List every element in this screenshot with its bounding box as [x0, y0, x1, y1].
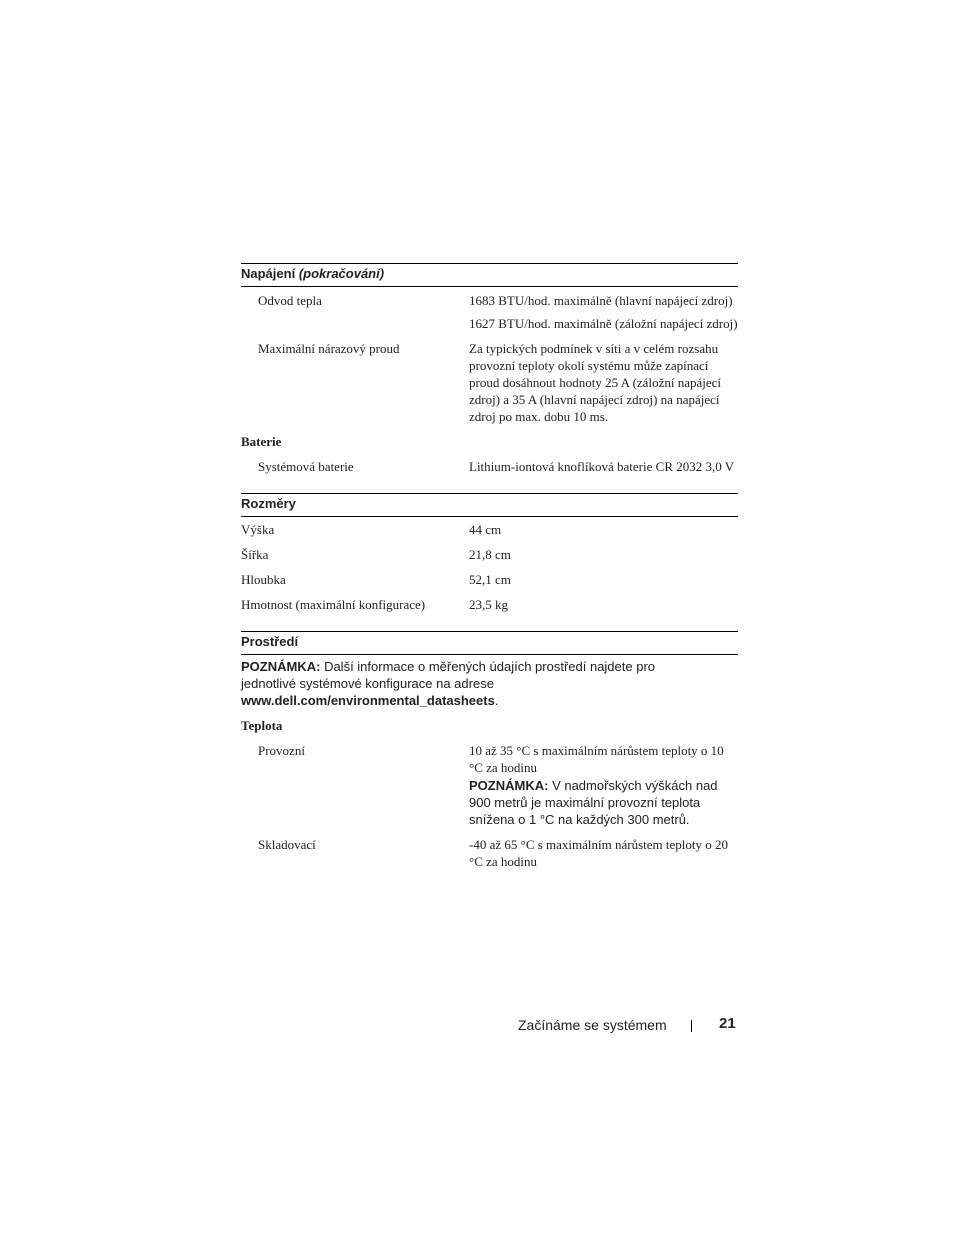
section-heading-power — [241, 263, 738, 287]
inrush-value: Za typických podmínek v síti a v celém rozsahu provozní teploty okolí systému může zapínací proud dosáhnout hodnoty 25 A (záložní napájecí zdroj) a 35 A (hlavní napájecí zdroj) na napájecí zdroj po max. dobu 10 ms. — [469, 341, 722, 424]
battery-label: Systémová baterie — [258, 459, 354, 474]
operating-note — [469, 777, 738, 828]
dimension-label: Šířka — [241, 547, 269, 562]
dimension-row — [241, 521, 738, 538]
section-heading-dimensions: Rozměry — [241, 493, 738, 517]
note-text: Další informace o měřených údajích prostředí najdete pro jednotlivé systémové konfigurace na adrese — [241, 659, 656, 691]
battery-value: Lithium-iontová knoflíková baterie CR 2032 3,0 V — [469, 459, 735, 474]
dimension-value: 44 cm — [469, 522, 502, 537]
dimension-label: Hmotnost (maximální konfigurace) — [241, 597, 426, 612]
power-heading-main: Napájení — [241, 266, 296, 281]
dimension-row — [241, 571, 738, 588]
heat-label: Odvod tepla — [258, 293, 322, 308]
row-inrush-current — [241, 340, 738, 425]
dimension-value: 23,5 kg — [469, 597, 508, 612]
row-storage-temperature — [241, 836, 738, 870]
row-operating-temperature — [241, 742, 738, 828]
dimension-label: Hloubka — [241, 572, 286, 587]
storage-value: -40 až 65 °C s maximálním nárůstem teploty o 20 °C za hodinu — [469, 837, 729, 869]
inrush-label: Maximální nárazový proud — [258, 341, 400, 356]
footer-title: Začínáme se systémem — [518, 1017, 667, 1033]
section-heading-environment: Prostředí — [241, 631, 738, 655]
dimension-value: 52,1 cm — [469, 572, 511, 587]
battery-heading: Baterie — [241, 434, 282, 449]
dimension-row — [241, 546, 738, 563]
note-url: www.dell.com/environmental_datasheets — [241, 693, 495, 708]
temperature-heading: Teplota — [241, 718, 283, 733]
heat-value-main: 1683 BTU/hod. maximálně (hlavní napájecí zdroj) — [469, 293, 733, 308]
heat-value-backup: 1627 BTU/hod. maximálně (záložní napájecí zdroj) — [469, 316, 738, 331]
page-number: 21 — [719, 1015, 736, 1032]
storage-label: Skladovací — [258, 837, 316, 852]
power-heading-continued: (pokračování) — [298, 266, 385, 281]
row-heat-dissipation — [241, 292, 738, 309]
dimension-value: 21,8 cm — [469, 547, 511, 562]
operating-label: Provozní — [258, 743, 305, 758]
note-label: POZNÁMKA: — [241, 659, 321, 674]
dimensions-rows — [241, 521, 738, 613]
row-heat-dissipation-backup — [241, 315, 738, 332]
dimension-label: Výška — [241, 522, 275, 537]
environment-note — [241, 658, 681, 709]
operating-note-text: V nadmořských výškách nad 900 metrů je maximální provozní teplota snížena o 1 °C na každých 300 metrů. — [469, 778, 718, 827]
operating-value: 10 až 35 °C s maximálním nárůstem teploty o 10 °C za hodinu — [469, 743, 724, 775]
spec-table — [241, 263, 738, 870]
row-system-battery — [241, 458, 738, 475]
footer-separator — [691, 1020, 692, 1032]
operating-note-label: POZNÁMKA: — [469, 778, 549, 793]
dimension-row — [241, 596, 738, 613]
note-end: . — [494, 693, 499, 708]
